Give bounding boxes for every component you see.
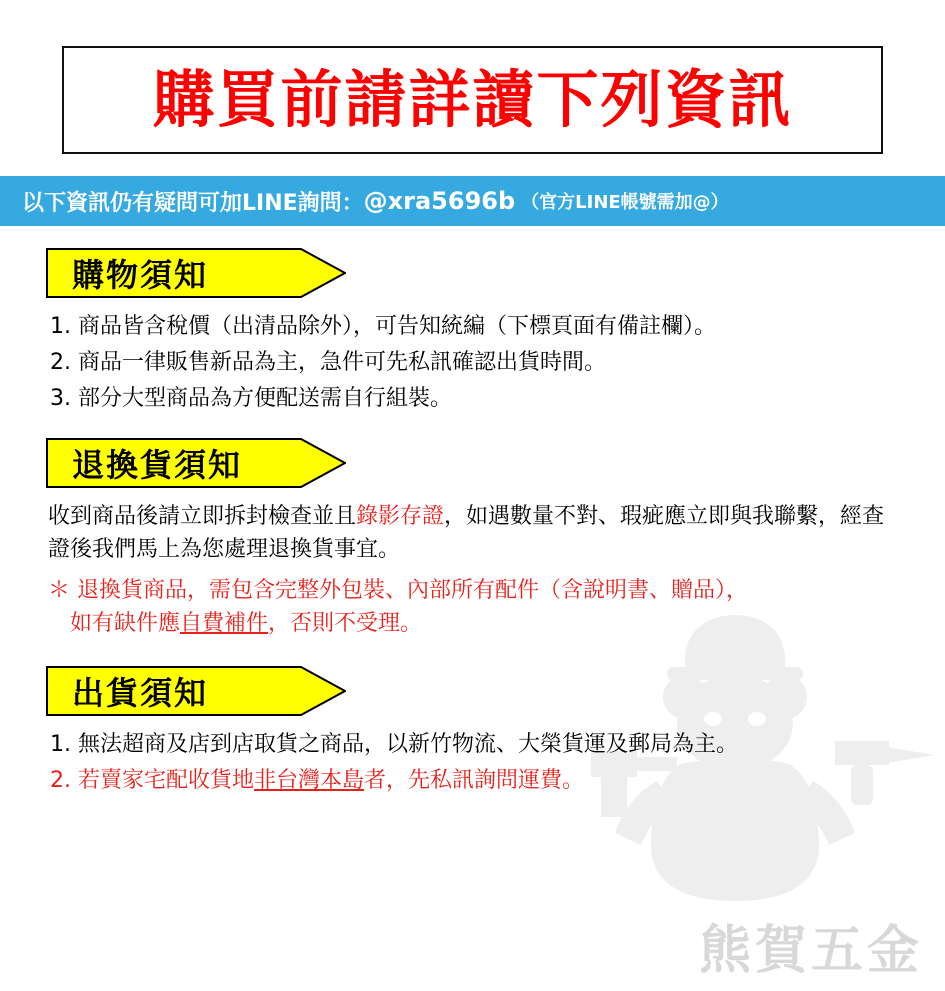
section-heading-label: 購物須知	[72, 256, 209, 294]
list-item: 1. 無法超商及店到店取貨之商品，以新竹物流、大榮貨運及郵局為主。	[78, 728, 945, 762]
section-heading-shopping	[46, 248, 346, 298]
return-paragraph-highlight: 錄影存證	[356, 504, 445, 530]
list-item	[78, 764, 945, 798]
shopping-notice-list	[0, 310, 945, 416]
shipping-item-highlight: 非台灣本島	[254, 768, 365, 794]
return-paragraph-part2: ，如遇數量不對、瑕疵應立即與我聯繫，經查證後我們馬上為您處理退換貨事宜。	[48, 504, 885, 563]
section-heading-label: 退換貨須知	[72, 446, 243, 485]
list-item: 2. 商品一律販售新品為主，急件可先私訊確認出貨時間。	[78, 346, 945, 380]
shipping-item-part1: 若賣家宅配收貨地	[78, 768, 255, 794]
section-heading-return	[46, 438, 346, 488]
return-policy-paragraph	[48, 500, 897, 566]
return-note-part1: ＊ 退換貨商品，需包含完整外包裝、內部所有配件（含說明書、贈品），	[48, 578, 748, 604]
page-title-box	[62, 46, 883, 154]
list-item: 3. 部分大型商品為方便配送需自行組裝。	[78, 382, 945, 416]
return-policy-note	[48, 574, 897, 640]
watermark-text: 熊賀五金	[698, 921, 923, 981]
line-contact-note: （官方LINE帳號需加@）	[521, 192, 729, 213]
list-item: 1. 商品皆含稅價（出清品除外），可告知統編（下標頁面有備註欄）。	[78, 310, 945, 344]
shipping-item-part2: 者，先私訊詢問運費。	[364, 768, 585, 794]
line-id: @xra5696b	[363, 187, 516, 215]
section-heading-label: 出貨須知	[72, 674, 209, 713]
return-note-part3: ，否則不受理。	[268, 611, 423, 637]
line-contact-bar	[0, 176, 945, 226]
line-contact-prefix: 以下資訊仍有疑問可加LINE詢問：	[22, 190, 364, 216]
page-title: 購買前請詳讀下列資訊	[152, 63, 793, 136]
return-note-highlight: 自費補件	[180, 611, 269, 637]
shipping-notice-list	[0, 728, 945, 798]
return-paragraph-part1: 收到商品後請立即拆封檢查並且	[48, 504, 357, 530]
return-note-part2: 如有缺件應	[70, 611, 181, 637]
section-heading-shipping	[46, 666, 346, 716]
